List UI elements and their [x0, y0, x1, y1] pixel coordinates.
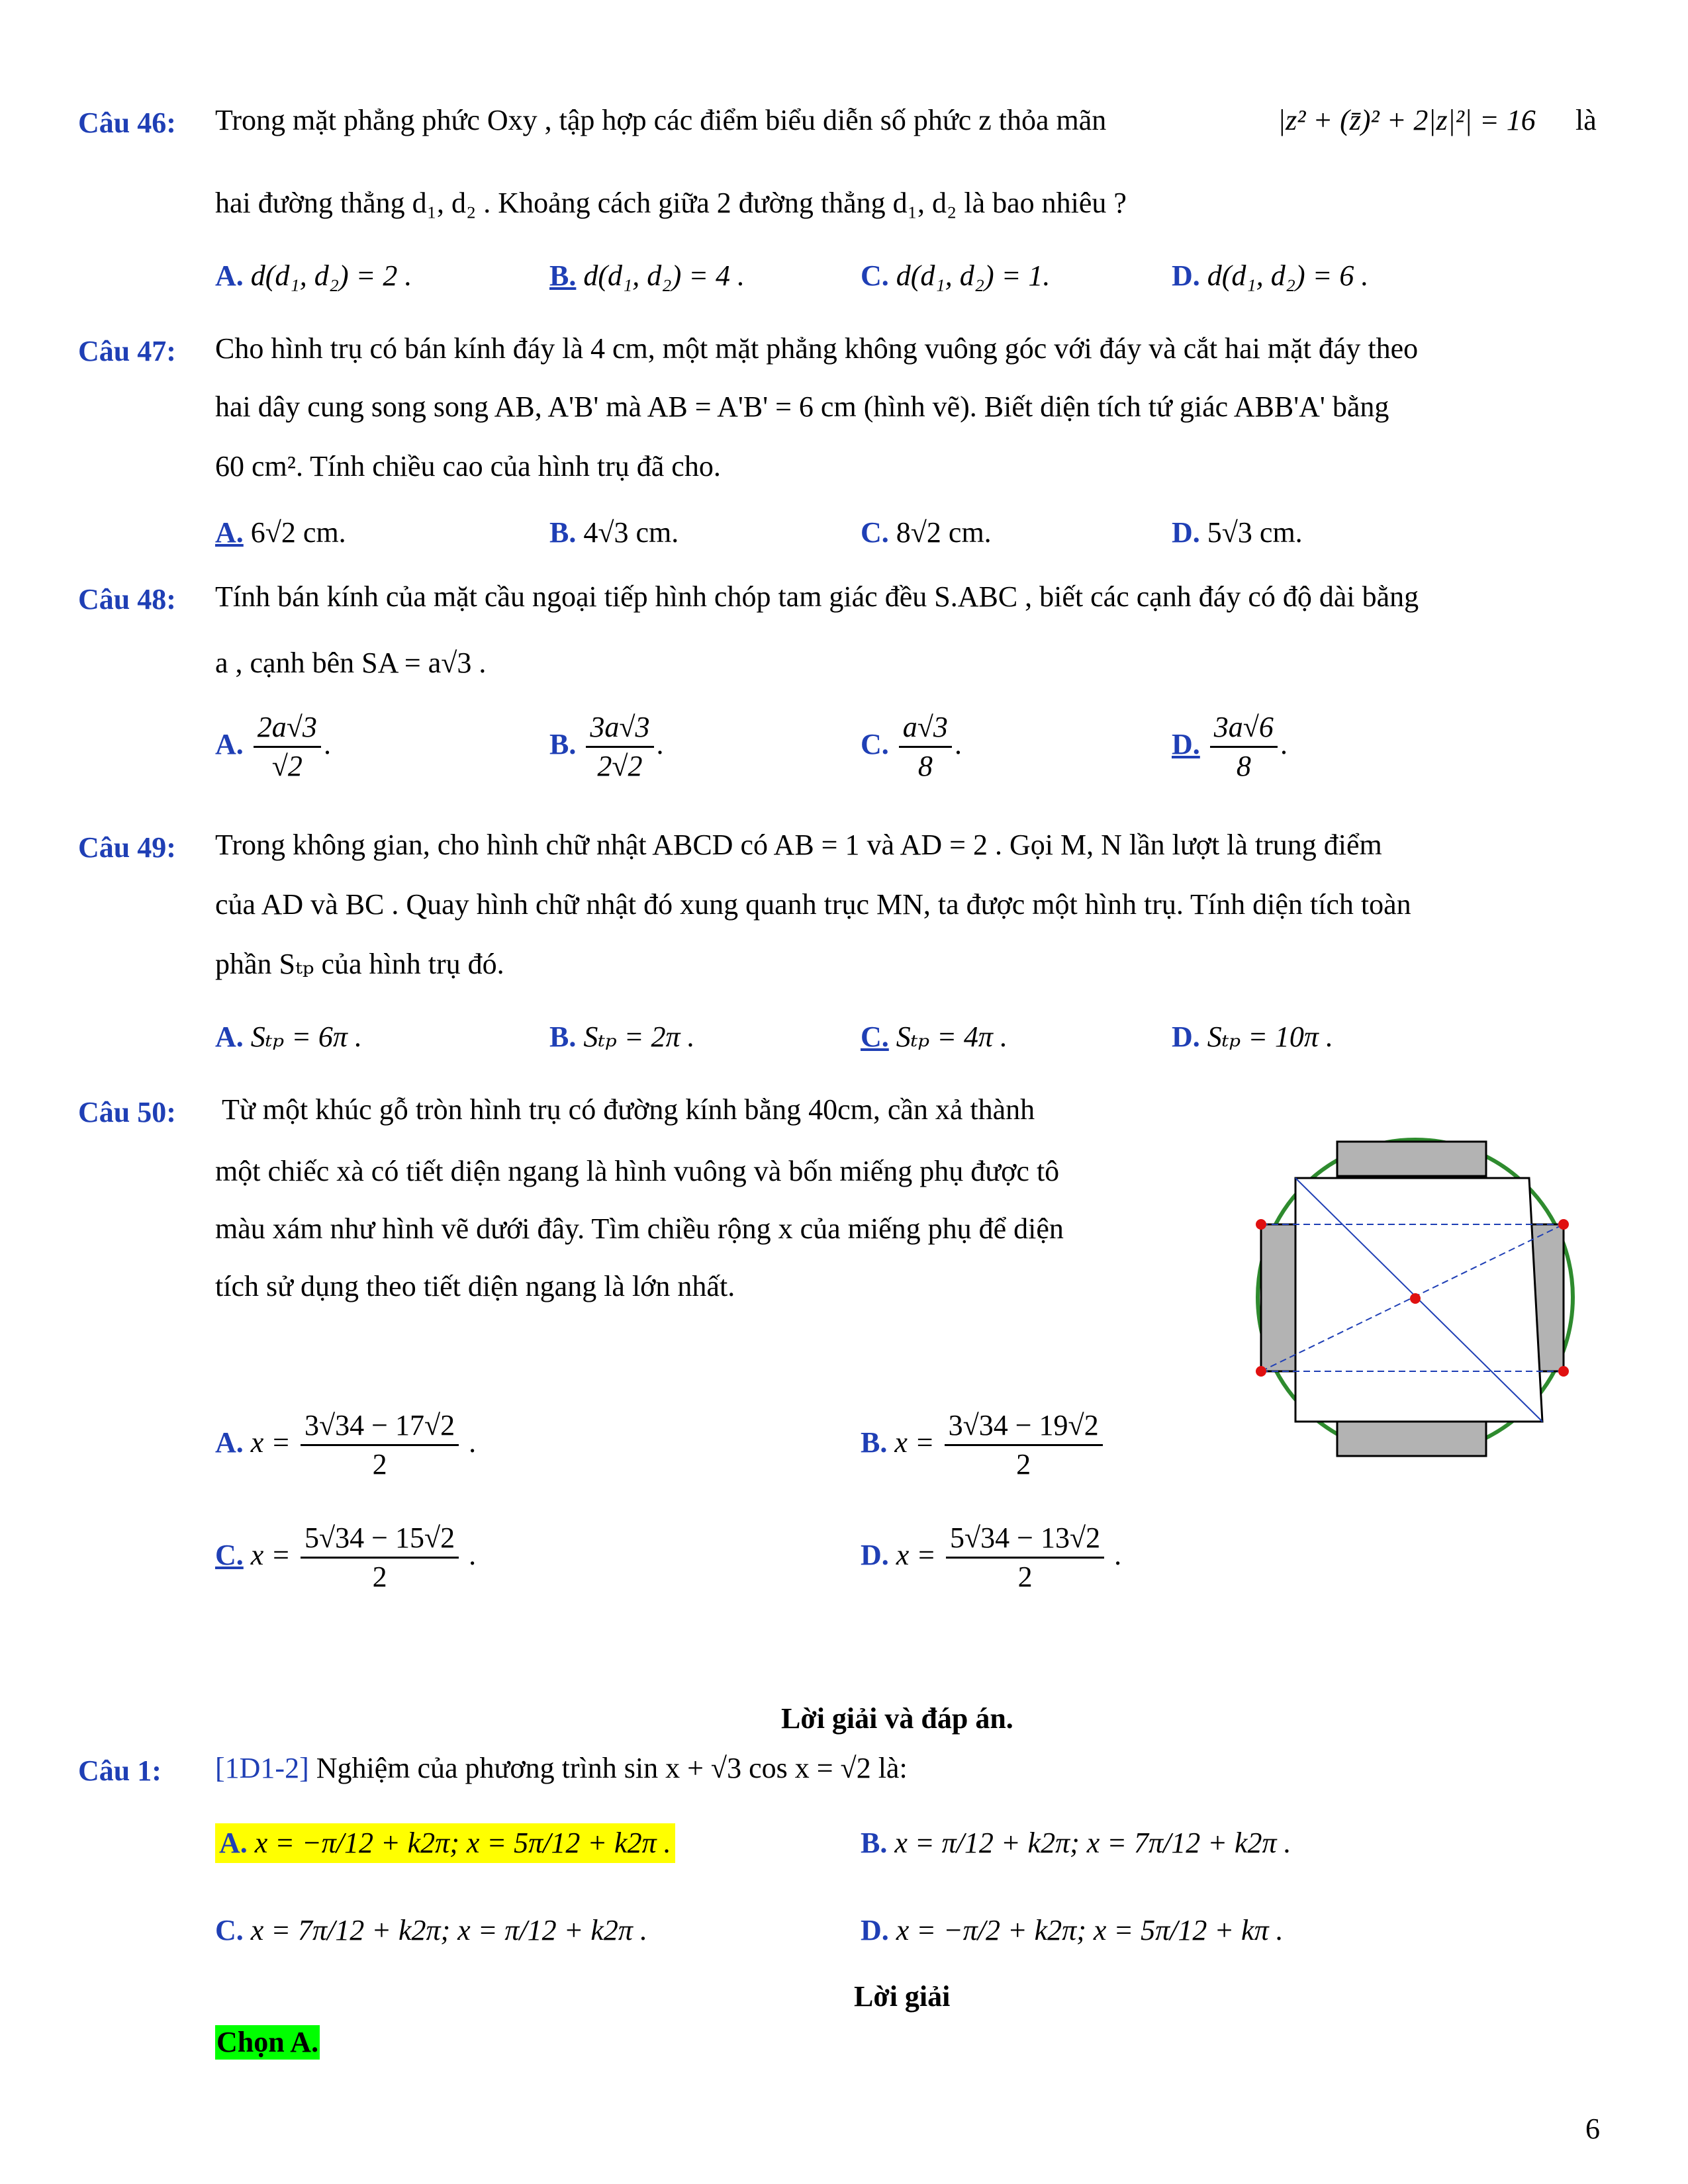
q48-b-num: 3a√3: [586, 711, 653, 748]
point-top-right: [1558, 1219, 1569, 1230]
q49-label: Câu 49:: [78, 831, 176, 864]
q49-option-b: B. Sₜₚ = 2π .: [549, 1021, 695, 1053]
q46-line1: [215, 106, 1106, 135]
left-piece: [1261, 1224, 1295, 1371]
sol-option-a: A. x = −π/12 + k2π; x = 5π/12 + k2π .: [215, 1823, 675, 1863]
q50-option-d: D. x = $\frac{5√34 - 13√2}{2}$ .: [861, 1522, 1122, 1594]
q50-option-b: B. x = $\frac{3√34 - 19√2}{2}$: [861, 1410, 1105, 1481]
q50-a-den: 2: [372, 1448, 387, 1481]
q48-option-d: D. $\frac{3a√6}{8}$ .: [1172, 711, 1288, 783]
q50-label: Câu 50:: [78, 1096, 176, 1128]
q49-option-c: C. Sₜₚ = 4π .: [861, 1021, 1008, 1053]
q46-option-d: D. d(d₁, d₂) = 6 .: [1172, 259, 1369, 292]
sol-q1-label: Câu 1:: [78, 1754, 162, 1787]
q48-d-den: 8: [1236, 750, 1251, 783]
q48-line1: Tính bán kính của mặt cầu ngoại tiếp hình chóp tam giác đều S.ABC , biết các cạnh đáy có độ dài bằng: [215, 580, 1419, 613]
q50-option-a: A. x = $\frac{3√34 - 17√2}{2}$ .: [215, 1409, 477, 1481]
sol-option-c: C. x = 7π/12 + k2π; x = π/12 + k2π .: [215, 1914, 647, 1946]
q47-option-b: B. 4√3 cm.: [549, 516, 679, 549]
q48-line2: a , cạnh bên SA = a√3 .: [215, 647, 487, 679]
q46-line1-text: Trong mặt phẳng phức Oxy , tập hợp các điểm biểu diễn số phức z thỏa mãn: [215, 104, 1107, 136]
q49-line3: phần Sₜₚ của hình trụ đó.: [215, 948, 504, 980]
q46-option-a: A. d(d₁, d₂) = 2 .: [215, 259, 412, 292]
page-number: 6: [1585, 2113, 1600, 2145]
q48-b-den: 2√2: [597, 750, 643, 783]
q50-line1: Từ một khúc gỗ tròn hình trụ có đường kính bằng 40cm, cần xả thành: [222, 1093, 1035, 1126]
q50-d-den: 2: [1017, 1561, 1033, 1594]
sol-q1-tag: [1D1-2]: [215, 1752, 309, 1784]
q49-line1: Trong không gian, cho hình chữ nhật ABCD có AB = 1 và AD = 2 . Gọi M, N lần lượt là trung điểm: [215, 829, 1382, 861]
q48-a-den: √2: [271, 750, 303, 783]
q50-b-num: 3√34 − 19√2: [945, 1410, 1103, 1446]
q46-line1-end: là: [1575, 104, 1597, 136]
sol-option-d: D. x = −π/2 + k2π; x = 5π/12 + kπ .: [861, 1914, 1284, 1946]
q49-line2: của AD và BC . Quay hình chữ nhật đó xung quanh trục MN, ta được một hình trụ. Tính diện tích toàn: [215, 888, 1411, 921]
q50-c-num: 5√34 − 15√2: [301, 1522, 459, 1559]
point-bottom-right: [1558, 1366, 1569, 1377]
q48-c-num: a√3: [899, 711, 952, 748]
sol-q1-line: [215, 1754, 908, 1783]
q46-label: Câu 46:: [78, 107, 176, 139]
q48-a-num: 2a√3: [254, 711, 321, 748]
q50-line2: một chiếc xà có tiết diện ngang là hình vuông và bốn miếng phụ được tô: [215, 1155, 1060, 1187]
sol-q1-text: Nghiệm của phương trình sin x + √3 cos x = √2 là:: [316, 1752, 908, 1784]
q46-condition: |z² + (z̄)² + 2|z|²| = 16: [1278, 104, 1536, 136]
q46-line2: hai đường thẳng d₁, d₂ . Khoảng cách giữa 2 đường thẳng d₁, d₂ là bao nhiêu ?: [215, 187, 1127, 219]
point-top-left: [1256, 1219, 1266, 1230]
q48-d-num: 3a√6: [1210, 711, 1278, 748]
q47-line2: hai dây cung song song AB, A'B' mà AB = A'B' = 6 cm (hình vẽ). Biết diện tích tứ giác ABB'A' bằng: [215, 390, 1389, 423]
q47-option-a: A. 6√2 cm.: [215, 516, 346, 549]
q50-b-den: 2: [1016, 1448, 1031, 1481]
q46-option-b: B. d(d₁, d₂) = 4 .: [549, 259, 745, 292]
point-center: [1410, 1293, 1421, 1304]
q48-option-c: C. $\frac{a√3}{8}$ .: [861, 711, 962, 783]
sol-choice: Chọn A.: [216, 2026, 319, 2058]
q50-line3: màu xám như hình vẽ dưới đây. Tìm chiều rộng x của miếng phụ để diện: [215, 1212, 1064, 1245]
sol-sub-heading: Lời giải: [854, 1980, 951, 2013]
q50-c-den: 2: [372, 1561, 387, 1594]
q48-option-b: B. $\frac{3a√3}{2√2}$ .: [549, 711, 664, 783]
wood-cross-section-figure: [1244, 1125, 1589, 1469]
q50-line4: tích sử dụng theo tiết diện ngang là lớn nhất.: [215, 1270, 735, 1302]
solutions-heading: Lời giải và đáp án.: [781, 1702, 1013, 1735]
sol-option-b: B. x = π/12 + k2π; x = 7π/12 + k2π .: [861, 1827, 1291, 1859]
q47-option-d: D. 5√3 cm.: [1172, 516, 1303, 549]
q48-option-a: A. $\frac{2a√3}{√2}$ .: [215, 711, 331, 783]
point-bottom-left: [1256, 1366, 1266, 1377]
q47-label: Câu 47:: [78, 335, 176, 367]
q50-d-num: 5√34 − 13√2: [946, 1522, 1104, 1559]
q48-label: Câu 48:: [78, 583, 176, 615]
q47-line1: Cho hình trụ có bán kính đáy là 4 cm, một mặt phẳng không vuông góc với đáy và cắt hai mặt đáy theo: [215, 332, 1419, 365]
q46-option-c: C. d(d₁, d₂) = 1.: [861, 259, 1051, 292]
q48-c-den: 8: [917, 750, 933, 783]
q49-option-a: A. Sₜₚ = 6π .: [215, 1021, 362, 1053]
q50-option-c: C. x = $\frac{5√34 - 15√2}{2}$ .: [215, 1522, 477, 1594]
top-piece: [1337, 1142, 1486, 1176]
q49-option-d: D. Sₜₚ = 10π .: [1172, 1021, 1333, 1053]
q50-a-num: 3√34 − 17√2: [301, 1410, 459, 1446]
q47-option-c: C. 8√2 cm.: [861, 516, 992, 549]
bottom-piece: [1337, 1422, 1486, 1456]
q47-line3: 60 cm². Tính chiều cao của hình trụ đã cho.: [215, 450, 721, 482]
